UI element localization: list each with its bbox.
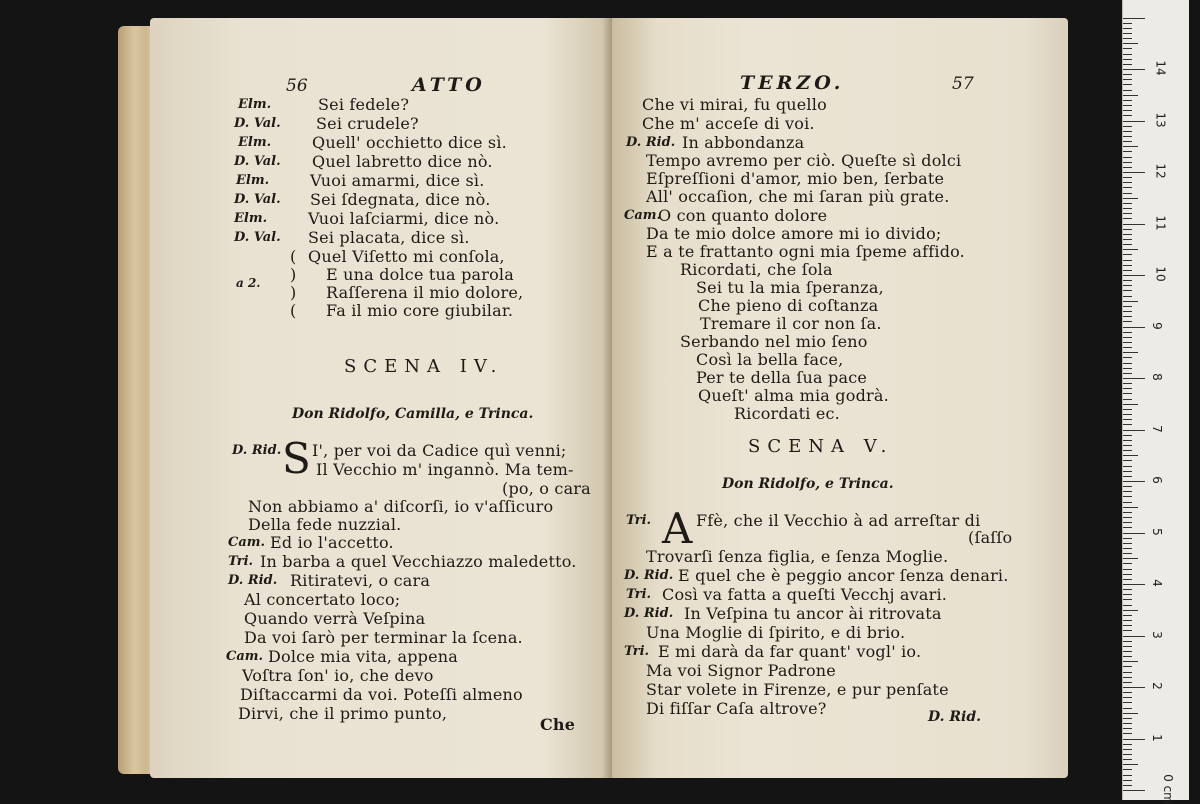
ruler-tick — [1123, 450, 1132, 451]
ruler-tick — [1123, 234, 1132, 235]
ruler-tick — [1123, 749, 1132, 750]
ruler-tick — [1123, 172, 1145, 173]
ruler-tick — [1123, 780, 1132, 781]
ruler-label: 1 — [1149, 733, 1164, 742]
ruler-tick — [1123, 733, 1132, 734]
ruler-label: 12 — [1153, 163, 1168, 179]
ruler-tick — [1123, 157, 1132, 158]
speaker-label: Elm. — [238, 135, 272, 150]
ruler-tick — [1123, 641, 1132, 642]
ruler-tick — [1123, 486, 1132, 487]
ruler-tick — [1123, 74, 1132, 75]
verse-line: Vuoi laſciarmi, dice nò. — [308, 209, 500, 228]
ruler-tick — [1123, 723, 1132, 724]
ruler-tick — [1123, 713, 1138, 714]
verse-line: Che m' acceſe di voi. — [642, 114, 815, 133]
aria-line: Che pieno di coſtanza — [698, 296, 879, 315]
ruler-label: 7 — [1149, 424, 1164, 433]
ruler-tick — [1123, 23, 1132, 24]
ruler-label: 9 — [1149, 321, 1164, 330]
ruler-tick — [1123, 404, 1138, 405]
ruler-tick — [1123, 440, 1132, 441]
ruler-tick — [1123, 254, 1132, 255]
left-page-number: 56 — [286, 76, 308, 96]
ruler-tick — [1123, 115, 1132, 116]
verse-line: (po, o cara — [502, 479, 591, 498]
duet-line: Quel Viſetto mi conſola, — [308, 247, 505, 266]
ruler-tick — [1123, 84, 1132, 85]
verse-line: Eſpreſſioni d'amor, mio ben, ſerbate — [646, 169, 945, 188]
ruler-tick — [1123, 630, 1132, 631]
ruler-tick — [1123, 677, 1132, 678]
ruler-tick — [1123, 409, 1132, 410]
duet-line: Raſſerena il mio dolore, — [326, 283, 524, 302]
ruler-label: 8 — [1149, 373, 1164, 381]
verse-line: Ed io l'accetto. — [270, 533, 394, 552]
verse-line: Il Vecchio m' ingannò. Ma tem- — [316, 460, 574, 479]
verse-line: Quel labretto dice nò. — [312, 152, 493, 171]
ruler-tick — [1123, 327, 1145, 328]
verse-line: Al concertato loco; — [244, 590, 401, 609]
ruler-tick — [1123, 481, 1145, 482]
speaker-label: Elm. — [234, 211, 268, 226]
speaker-label: Elm. — [238, 97, 272, 112]
ruler-tick — [1123, 399, 1132, 400]
ruler-tick — [1123, 69, 1145, 70]
aria-line: Tremare il cor non ſa. — [700, 314, 882, 333]
speaker-label: Cam. — [228, 535, 266, 550]
ruler-tick — [1123, 574, 1132, 575]
verse-line: All' occaſion, che mi ſaran più grate. — [646, 187, 950, 206]
ruler-tick — [1123, 393, 1132, 394]
ruler-tick — [1123, 764, 1138, 765]
verse-line: O con quanto dolore — [658, 206, 828, 225]
ruler-tick — [1123, 151, 1132, 152]
ruler-tick — [1123, 347, 1132, 348]
speaker-label: D. Val. — [234, 192, 281, 207]
ruler-tick — [1123, 244, 1132, 245]
verse-line: Una Moglie di ſpirito, e di brio. — [646, 623, 906, 642]
verse-line: Ma voi Signor Padrone — [646, 661, 836, 680]
bracket-mark: ) — [290, 283, 297, 302]
ruler-tick — [1123, 728, 1132, 729]
verse-line: In barba a quel Vecchiazzo maledetto. — [260, 552, 577, 571]
ruler-label: 5 — [1149, 527, 1164, 536]
ruler-tick — [1123, 579, 1132, 580]
drop-cap: S — [282, 434, 311, 483]
measurement-ruler — [1122, 0, 1189, 804]
ruler-tick — [1123, 177, 1132, 178]
ruler-tick — [1123, 260, 1132, 261]
ruler-tick — [1123, 79, 1132, 80]
ruler-tick — [1123, 569, 1132, 570]
ruler-tick — [1123, 543, 1132, 544]
verse-line: Ffè, che il Vecchio à ad arreſtar di — [696, 511, 981, 530]
ruler-tick — [1123, 502, 1132, 503]
ruler-tick — [1123, 167, 1132, 168]
ruler-tick — [1123, 357, 1132, 358]
ruler-tick — [1123, 182, 1132, 183]
ruler-tick — [1123, 599, 1132, 600]
ruler-label: 4 — [1149, 579, 1164, 587]
ruler-tick — [1123, 218, 1132, 219]
ruler-tick — [1123, 682, 1132, 683]
ruler-tick — [1123, 615, 1132, 616]
speaker-label: D. Rid. — [232, 443, 282, 458]
ruler-tick — [1123, 90, 1132, 91]
aria-line: Così la bella face, — [696, 350, 844, 369]
ruler-tick — [1123, 460, 1132, 461]
aria-line: Sei tu la mia ſperanza, — [696, 278, 884, 297]
ruler-tick — [1123, 33, 1132, 34]
ruler-label: 6 — [1149, 476, 1164, 484]
ruler-tick — [1123, 445, 1132, 446]
verse-line: (ſaſſo — [968, 528, 1013, 547]
verse-line: E a te frattanto ogni mia ſpeme affido. — [646, 242, 965, 261]
ruler-tick — [1123, 388, 1132, 389]
left-running-header: ATTO — [412, 74, 486, 96]
verse-line: Così va fatta a queſti Vecchj avari. — [662, 585, 948, 604]
ruler-tick — [1123, 332, 1132, 333]
ruler-tick — [1123, 363, 1132, 364]
ruler-tick — [1123, 661, 1138, 662]
ruler-tick — [1123, 28, 1132, 29]
ruler-tick — [1123, 373, 1132, 374]
ruler-tick — [1123, 589, 1132, 590]
ruler-tick — [1123, 594, 1132, 595]
ruler-tick — [1123, 311, 1132, 312]
ruler-tick — [1123, 146, 1138, 147]
speaker-label: Tri. — [624, 644, 650, 659]
verse-line: Da voi ſarò per terminar la ſcena. — [244, 628, 523, 647]
ruler-tick — [1123, 522, 1132, 523]
ruler-tick — [1123, 38, 1132, 39]
verse-line: Ritiratevi, o cara — [290, 571, 431, 590]
verse-line: Trovarſi ſenza figlia, e ſenza Moglie. — [646, 547, 949, 566]
speaker-label: D. Rid. — [624, 568, 674, 583]
ruler-tick — [1123, 558, 1138, 559]
ruler-tick — [1123, 512, 1132, 513]
ruler-tick — [1123, 702, 1132, 703]
verse-line: Sei ſdegnata, dice nò. — [310, 190, 491, 209]
verse-line: Tempo avremo per ciò. Queſte sì dolci — [646, 151, 962, 170]
duet-line: E una dolce tua parola — [326, 265, 514, 284]
verse-line: I', per voi da Cadice quì venni; — [312, 441, 567, 460]
ruler-tick — [1123, 121, 1145, 122]
ruler-tick — [1123, 419, 1132, 420]
ruler-tick — [1123, 368, 1132, 369]
bracket-mark: ( — [290, 301, 297, 320]
speaker-label: Cam. — [624, 208, 662, 223]
ruler-tick — [1123, 270, 1132, 271]
ruler-tick — [1123, 306, 1132, 307]
ruler-tick — [1123, 584, 1145, 585]
ruler-tick — [1123, 414, 1132, 415]
duet-label: a 2. — [236, 276, 261, 290]
ruler-tick — [1123, 198, 1138, 199]
right-page — [612, 18, 1068, 778]
left-page — [150, 18, 612, 778]
ruler-tick — [1123, 656, 1132, 657]
ruler-tick — [1123, 64, 1132, 65]
ruler-tick — [1123, 466, 1132, 467]
duet-line: Fa il mio core giubilar. — [326, 301, 514, 320]
verse-line: E quel che è peggio ancor ſenza denari. — [678, 566, 1009, 585]
bracket-mark: ( — [290, 247, 297, 266]
speaker-label: Cam. — [226, 649, 264, 664]
speaker-label: Tri. — [626, 587, 652, 602]
speaker-label: D. Val. — [234, 116, 281, 131]
bracket-mark: ) — [290, 265, 297, 284]
verse-line: Sei placata, dice sì. — [308, 228, 470, 247]
speaker-label: Tri. — [626, 513, 652, 528]
ruler-tick — [1123, 533, 1145, 534]
ruler-tick — [1123, 383, 1132, 384]
ruler-label: 3 — [1149, 630, 1164, 639]
ruler-tick — [1123, 775, 1132, 776]
ruler-tick — [1123, 265, 1132, 266]
ruler-tick — [1123, 285, 1132, 286]
aria-line: Ricordati ec. — [734, 404, 840, 423]
ruler-tick — [1123, 538, 1132, 539]
ruler-tick — [1123, 620, 1132, 621]
ruler-tick — [1123, 759, 1132, 760]
speaker-label: Elm. — [236, 173, 270, 188]
ruler-tick — [1123, 672, 1132, 673]
ruler-tick — [1123, 708, 1132, 709]
verse-line: E mi darà da far quant' vogl' io. — [658, 642, 922, 661]
ruler-tick — [1123, 785, 1132, 786]
aria-line: Serbando nel mio ſeno — [680, 332, 868, 351]
ruler-tick — [1123, 290, 1132, 291]
ruler-label: 0 cm — [1160, 774, 1175, 804]
ruler-tick — [1123, 435, 1132, 436]
ruler-tick — [1123, 687, 1145, 688]
ruler-tick — [1123, 666, 1132, 667]
ruler-tick — [1123, 507, 1138, 508]
verse-line: Vuoi amarmi, dice sì. — [310, 171, 485, 190]
ruler-tick — [1123, 54, 1132, 55]
ruler-tick — [1123, 105, 1132, 106]
ruler-tick — [1123, 754, 1132, 755]
ruler-tick — [1123, 131, 1132, 132]
ruler-tick — [1123, 239, 1132, 240]
ruler-tick — [1123, 59, 1132, 60]
ruler-tick — [1123, 126, 1132, 127]
ruler-tick — [1123, 100, 1132, 101]
aria-line: Queſt' alma mia godrà. — [698, 386, 889, 405]
ruler-tick — [1123, 187, 1132, 188]
ruler-tick — [1123, 224, 1145, 225]
speaker-label: D. Val. — [234, 154, 281, 169]
ruler-label: 14 — [1153, 60, 1168, 76]
ruler-tick — [1123, 249, 1138, 250]
verse-line: In Veſpina tu ancor ài ritrovata — [684, 604, 942, 623]
ruler-tick — [1123, 193, 1132, 194]
ruler-tick — [1123, 610, 1138, 611]
ruler-tick — [1123, 517, 1132, 518]
aria-line: Ricordati, che ſola — [680, 260, 833, 279]
ruler-tick — [1123, 141, 1132, 142]
ruler-tick — [1123, 280, 1132, 281]
ruler-tick — [1123, 471, 1132, 472]
drop-cap: A — [662, 504, 693, 553]
ruler-tick — [1123, 203, 1132, 204]
right-page-number: 57 — [952, 74, 974, 94]
ruler-tick — [1123, 548, 1132, 549]
speaker-label: D. Val. — [234, 230, 281, 245]
ruler-tick — [1123, 553, 1132, 554]
ruler-tick — [1123, 491, 1132, 492]
verse-line: Voſtra ſon' io, che devo — [242, 666, 434, 685]
verse-line: Sei crudele? — [316, 114, 419, 133]
verse-line: Quando verrà Veſpina — [244, 609, 426, 628]
ruler-tick — [1123, 321, 1132, 322]
ruler-tick — [1123, 625, 1132, 626]
ruler-tick — [1123, 208, 1132, 209]
catchword: Che — [540, 715, 576, 734]
aria-line: Per te della ſua pace — [696, 368, 868, 387]
ruler-tick — [1123, 275, 1145, 276]
catchword: D. Rid. — [928, 709, 982, 725]
right-running-header: TERZO. — [740, 72, 845, 94]
ruler-tick — [1123, 352, 1138, 353]
ruler-tick — [1123, 296, 1132, 297]
verse-line: Della fede nuzzial. — [248, 515, 402, 534]
ruler-tick — [1123, 378, 1145, 379]
ruler-tick — [1123, 136, 1132, 137]
ruler-tick — [1123, 455, 1138, 456]
ruler-tick — [1123, 43, 1138, 44]
ruler-tick — [1123, 424, 1132, 425]
ruler-tick — [1123, 229, 1132, 230]
ruler-tick — [1123, 744, 1132, 745]
ruler-label: 13 — [1153, 111, 1168, 128]
ruler-tick — [1123, 95, 1138, 96]
verse-line: Dolce mia vita, appena — [268, 647, 459, 666]
ruler-tick — [1123, 18, 1145, 19]
verse-line: Che vi mirai, fu quello — [642, 95, 827, 114]
speaker-label: D. Rid. — [626, 135, 676, 150]
verse-line: Da te mio dolce amore mi io divido; — [646, 224, 942, 243]
ruler-tick — [1123, 110, 1132, 111]
ruler-tick — [1123, 316, 1132, 317]
speaker-label: Tri. — [228, 554, 254, 569]
ruler-tick — [1123, 739, 1145, 740]
ruler-tick — [1123, 718, 1132, 719]
speaker-label: D. Rid. — [228, 573, 278, 588]
verse-line: Di fiſſar Caſa altrove? — [646, 699, 827, 718]
ruler-tick — [1123, 769, 1132, 770]
ruler-tick — [1123, 337, 1132, 338]
ruler-tick — [1123, 692, 1132, 693]
scene-title: SCENA IV. — [344, 356, 504, 377]
ruler-tick — [1123, 496, 1132, 497]
ruler-tick — [1123, 563, 1132, 564]
ruler-tick — [1123, 651, 1132, 652]
verse-line: Sei fedele? — [318, 95, 410, 114]
verse-line: Non abbiamo a' diſcorſi, io v'aſſicuro — [248, 497, 554, 516]
ruler-tick — [1123, 636, 1145, 637]
ruler-tick — [1123, 527, 1132, 528]
ruler-label: 11 — [1153, 214, 1168, 231]
ruler-tick — [1123, 301, 1138, 302]
verse-line: Diſtaccarmi da voi. Poteſſi almeno — [240, 685, 523, 704]
ruler-tick — [1123, 213, 1132, 214]
ruler-label: 2 — [1149, 682, 1164, 690]
ruler-tick — [1123, 476, 1132, 477]
scene-cast: Don Ridolfo, Camilla, e Trinca. — [292, 406, 534, 422]
ruler-tick — [1123, 48, 1132, 49]
ruler-tick — [1123, 342, 1132, 343]
scene-cast: Don Ridolfo, e Trinca. — [722, 476, 894, 492]
verse-line: Quell' occhietto dice sì. — [312, 133, 507, 152]
verse-line: Dirvi, che il primo punto, — [238, 704, 448, 723]
speaker-label: D. Rid. — [624, 606, 674, 621]
ruler-label: 10 — [1153, 266, 1168, 282]
ruler-tick — [1123, 790, 1145, 791]
ruler-tick — [1123, 646, 1132, 647]
ruler-tick — [1123, 605, 1132, 606]
scene-title: SCENA V. — [748, 436, 894, 457]
open-book — [118, 18, 1068, 778]
ruler-tick — [1123, 162, 1132, 163]
verse-line: In abbondanza — [682, 133, 805, 152]
ruler-tick — [1123, 430, 1145, 431]
verse-line: Star volete in Firenze, e pur penſate — [646, 680, 949, 699]
ruler-tick — [1123, 697, 1132, 698]
